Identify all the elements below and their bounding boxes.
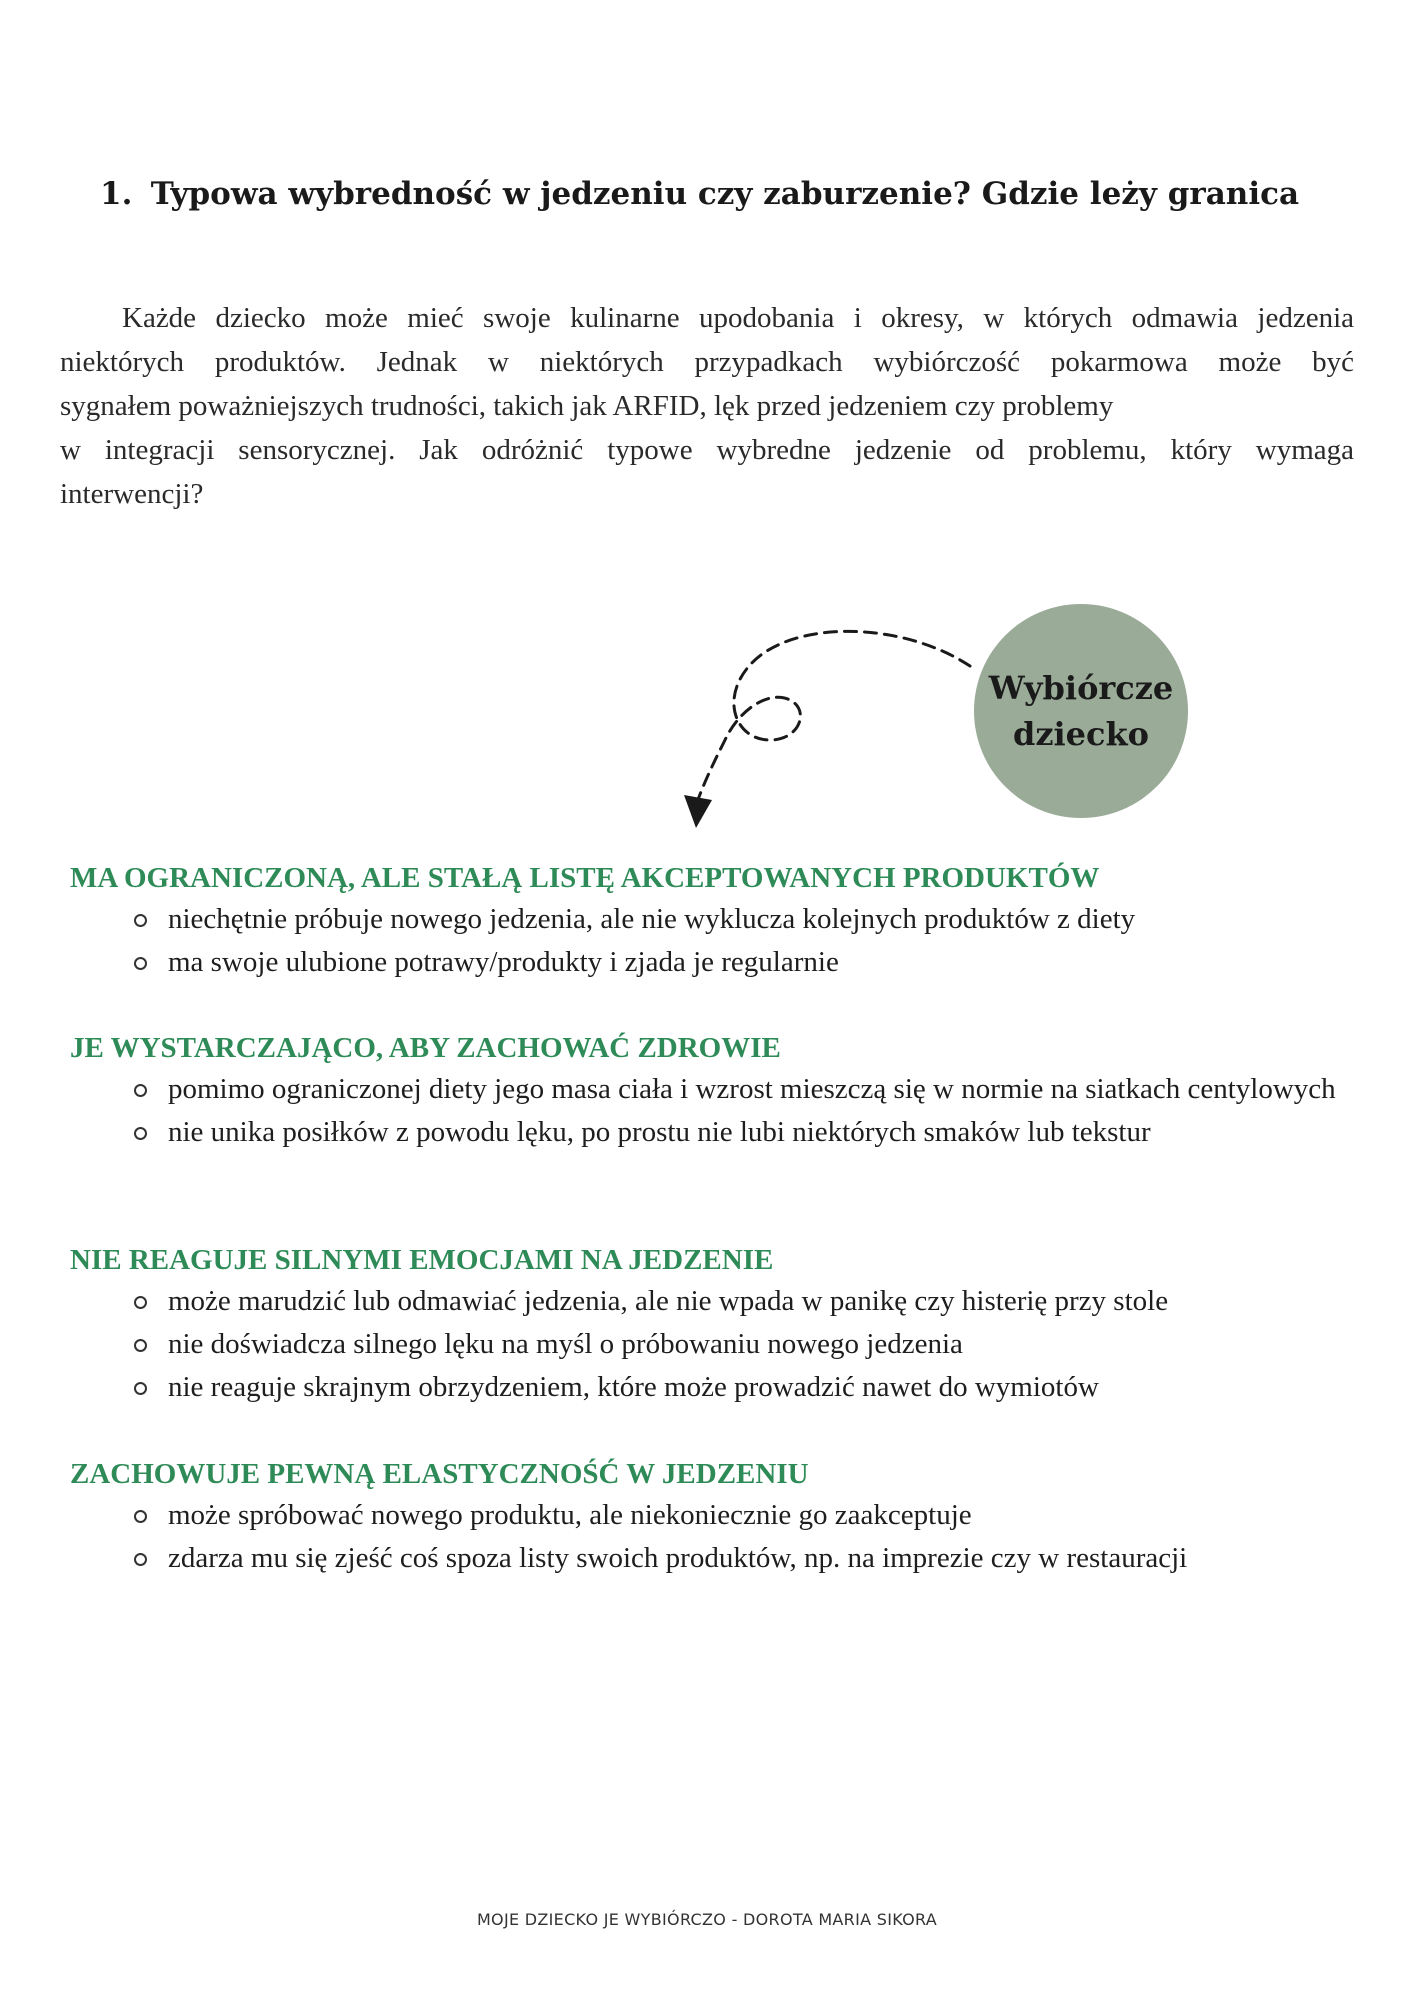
list-item: niechętnie próbuje nowego jedzenia, ale nie wyklucza kolejnych produktów z diety <box>160 898 1340 941</box>
section-title: ZACHOWUJE PEWNĄ ELASTYCZNOŚĆ W JEDZENIU <box>70 1458 809 1490</box>
list-item: nie unika posiłków z powodu lęku, po prostu nie lubi niektórych smaków lub tekstur <box>160 1111 1340 1154</box>
intro-line: interwencji? <box>60 478 204 510</box>
section-heading <box>100 172 1320 216</box>
section-title: MA OGRANICZONĄ, ALE STAŁĄ LISTĘ AKCEPTOWANYCH PRODUKTÓW <box>70 862 1100 894</box>
dashed-arrow-icon <box>660 600 980 850</box>
list-item: może marudzić lub odmawiać jedzenia, ale nie wpada w panikę czy histerię przy stole <box>160 1280 1340 1323</box>
intro-line: niektórych produktów. Jednak w niektórych przypadkach wybiórczość pokarmowa może być <box>60 346 1354 378</box>
list-item: nie reaguje skrajnym obrzydzeniem, które może prowadzić nawet do wymiotów <box>160 1366 1340 1409</box>
list-item: nie doświadcza silnego lęku na myśl o próbowaniu nowego jedzenia <box>160 1323 1340 1366</box>
list-item: pomimo ograniczonej diety jego masa ciała i wzrost mieszczą się w normie na siatkach centylowych <box>160 1068 1340 1111</box>
section-title: NIE REAGUJE SILNYMI EMOCJAMI NA JEDZENIE <box>70 1244 774 1276</box>
intro-paragraph <box>60 296 1354 516</box>
section-title: JE WYSTARCZAJĄCO, ABY ZACHOWAĆ ZDROWIE <box>70 1032 781 1064</box>
bullet-list <box>160 1280 1340 1409</box>
page-footer: MOJE DZIECKO JE WYBIÓRCZO - DOROTA MARIA SIKORA <box>476 1910 938 1929</box>
selective-child-circle <box>974 604 1188 818</box>
list-item: ma swoje ulubione potrawy/produkty i zjada je regularnie <box>160 941 1340 984</box>
bullet-list <box>160 898 1340 984</box>
intro-line: Każde dziecko może mieć swoje kulinarne upodobania i okresy, w których odmawia jedzenia <box>122 302 1354 334</box>
circle-label: Wybiórcze dziecko <box>988 669 1174 753</box>
bullet-list <box>160 1494 1340 1580</box>
intro-line: sygnałem poważniejszych trudności, takich jak ARFID, lęk przed jedzeniem czy problemy <box>60 390 1114 422</box>
bullet-list <box>160 1068 1340 1154</box>
intro-line: w integracji sensorycznej. Jak odróżnić typowe wybredne jedzenie od problemu, który wymaga <box>60 434 1354 466</box>
list-item: może spróbować nowego produktu, ale niekoniecznie go zaakceptuje <box>160 1494 1340 1537</box>
heading-text: Typowa wybredność w jedzeniu czy zaburzenie? Gdzie leży granica <box>150 176 1300 212</box>
list-item: zdarza mu się zjeść coś spoza listy swoich produktów, np. na imprezie czy w restauracji <box>160 1537 1340 1580</box>
heading-number: 1. <box>100 176 133 212</box>
